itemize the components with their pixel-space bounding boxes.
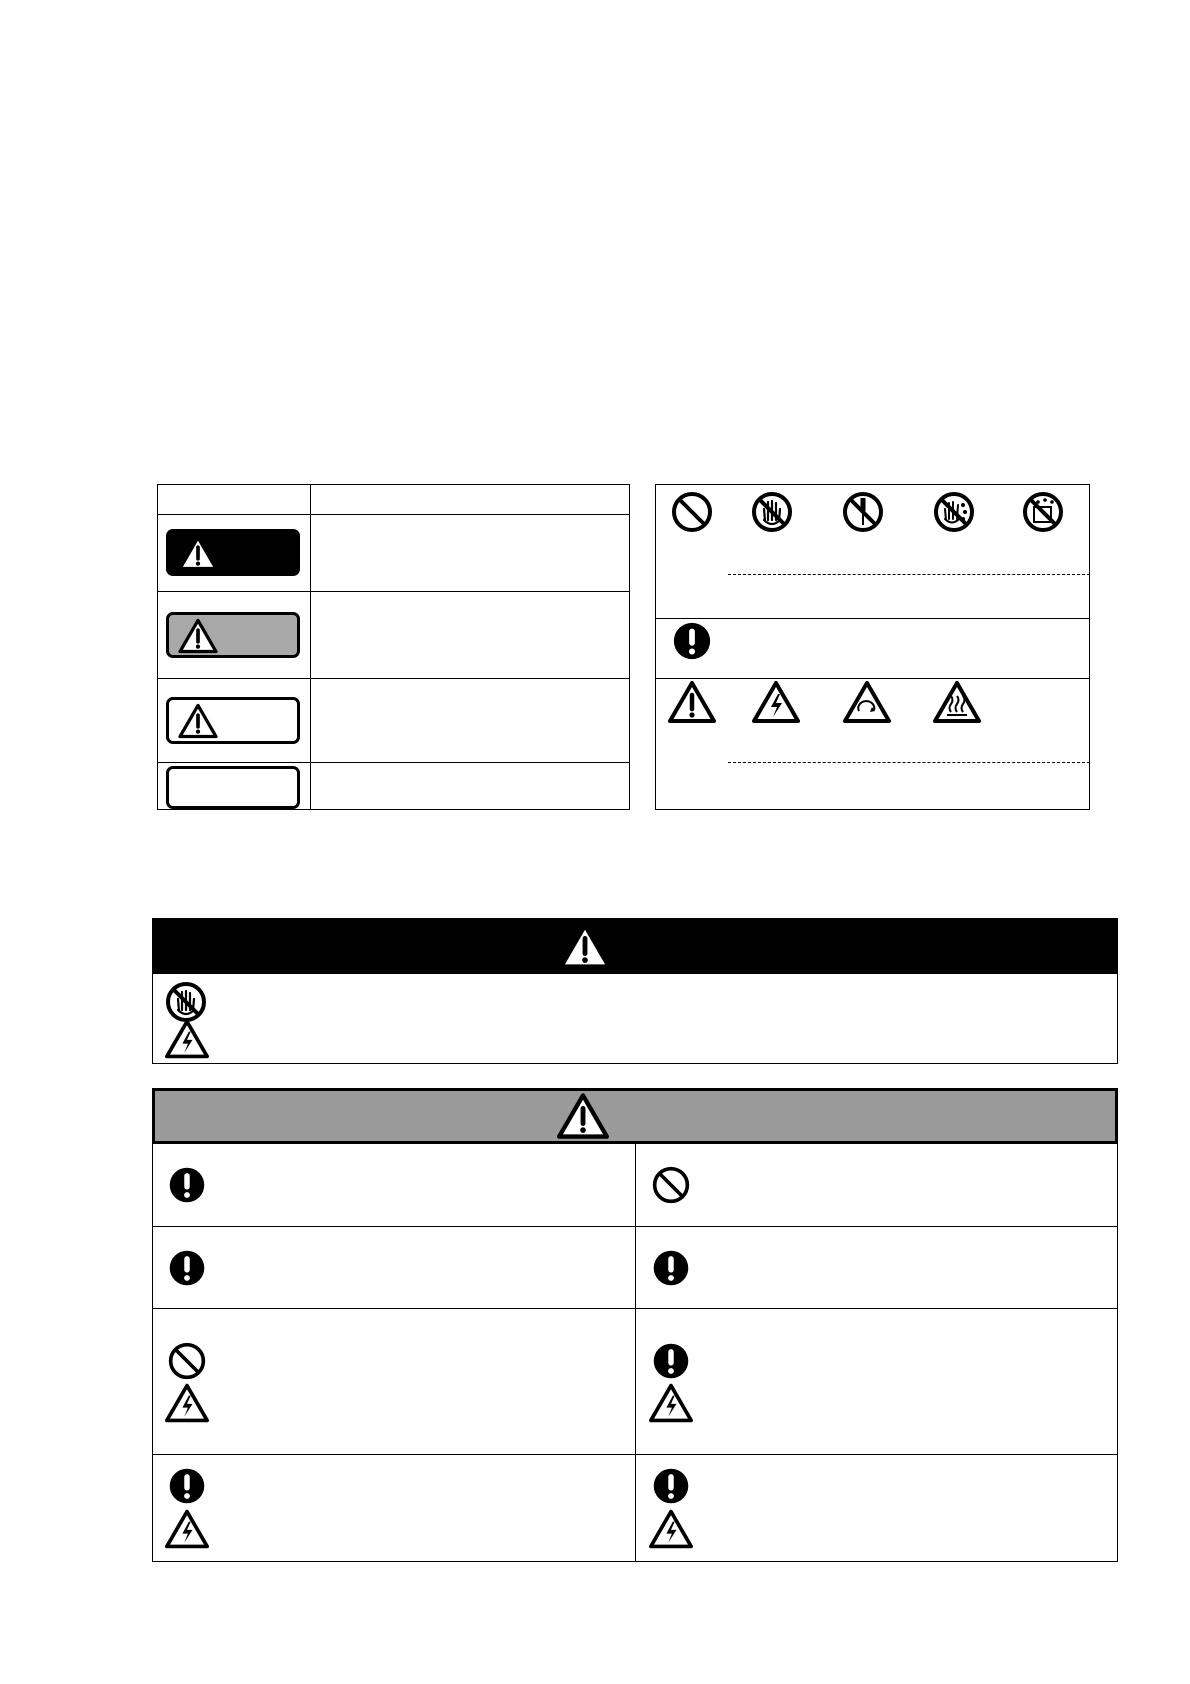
electric-shock-icon bbox=[752, 680, 800, 724]
caution-header-band bbox=[152, 1088, 1118, 1144]
caution-row-divider bbox=[152, 1226, 1118, 1227]
rotating-parts-icon bbox=[843, 680, 891, 724]
electric-shock-icon bbox=[165, 1508, 209, 1550]
warning-triangle-icon bbox=[178, 535, 218, 571]
no-water-icon bbox=[1021, 490, 1065, 534]
electric-shock-icon bbox=[649, 1508, 693, 1550]
mandatory-action-icon bbox=[167, 1165, 207, 1205]
prohibition-icon bbox=[167, 1341, 207, 1381]
no-wet-hands-icon bbox=[932, 490, 976, 534]
notice-badge-outline bbox=[166, 697, 300, 744]
legend-row-divider bbox=[157, 762, 630, 763]
mandatory-action-icon bbox=[651, 1466, 691, 1506]
warning-triangle-icon bbox=[557, 1092, 609, 1140]
warning-triangle-icon bbox=[178, 703, 218, 739]
mandatory-action-icon bbox=[671, 620, 713, 662]
mandatory-action-icon bbox=[651, 1248, 691, 1288]
dash-dot-leader bbox=[728, 574, 1090, 575]
warning-badge-black bbox=[166, 529, 300, 576]
legend-row-divider bbox=[157, 514, 630, 515]
no-touch-icon bbox=[750, 490, 794, 534]
caution-badge-gray bbox=[166, 612, 300, 658]
caution-row-divider bbox=[152, 1308, 1118, 1309]
mandatory-action-icon bbox=[651, 1341, 691, 1381]
symbol-row-divider bbox=[655, 618, 1090, 619]
no-disassembly-icon bbox=[841, 490, 885, 534]
dash-dot-leader bbox=[728, 762, 1090, 763]
hot-surface-icon bbox=[933, 680, 981, 724]
mandatory-action-icon bbox=[167, 1466, 207, 1506]
caution-column-divider bbox=[635, 1144, 636, 1562]
legend-row-divider bbox=[157, 591, 630, 592]
general-caution-icon bbox=[668, 680, 716, 724]
mandatory-action-icon bbox=[167, 1248, 207, 1288]
prohibition-icon bbox=[670, 490, 714, 534]
blank-badge-outline bbox=[166, 766, 300, 809]
electric-shock-icon bbox=[165, 1018, 209, 1060]
electric-shock-icon bbox=[165, 1382, 209, 1424]
prohibition-icon bbox=[651, 1165, 691, 1205]
warning-triangle-icon bbox=[178, 618, 218, 654]
symbol-row-divider bbox=[655, 678, 1090, 679]
legend-row-divider bbox=[157, 678, 630, 679]
warning-header-band bbox=[152, 918, 1118, 974]
caution-row-divider bbox=[152, 1454, 1118, 1455]
electric-shock-icon bbox=[649, 1382, 693, 1424]
warning-triangle-icon bbox=[559, 922, 611, 970]
